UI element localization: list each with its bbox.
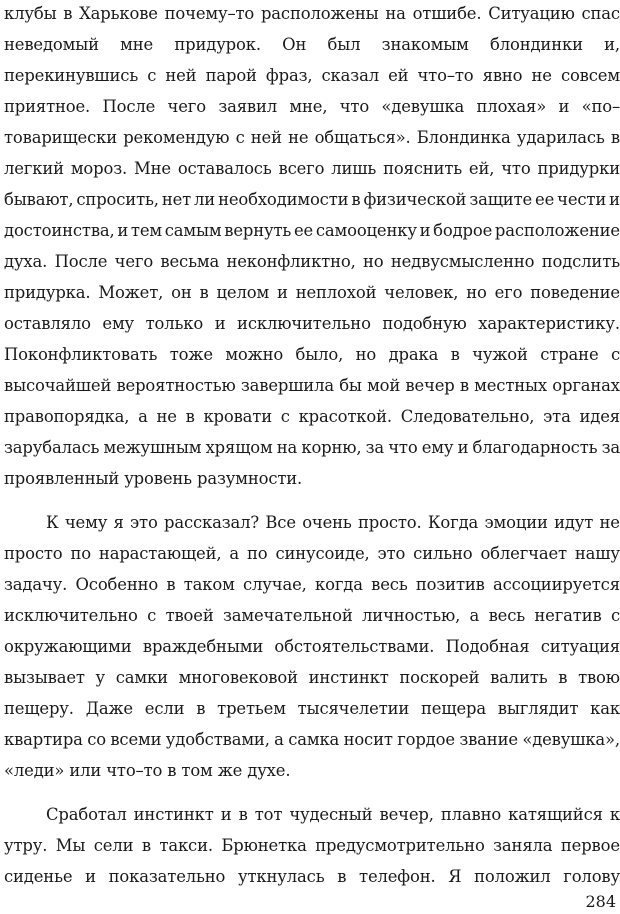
word: легкий <box>4 159 64 178</box>
text-line <box>4 407 620 427</box>
word: Все <box>265 513 296 532</box>
word: пещеру. <box>4 699 74 718</box>
word: я <box>113 513 124 532</box>
word: чего <box>114 252 154 271</box>
word: парой <box>205 66 257 85</box>
word: квартира <box>4 730 83 749</box>
word: нашу <box>574 544 620 563</box>
word: был <box>327 35 361 54</box>
word: положил <box>474 867 551 886</box>
word: если <box>144 699 185 718</box>
word: валить <box>490 668 548 687</box>
word: ей, <box>468 159 495 178</box>
word: фраз, <box>265 66 313 85</box>
word: удобствами, <box>165 730 270 749</box>
text-line <box>4 252 620 272</box>
word: расположение <box>494 221 620 240</box>
word: звание <box>459 730 518 749</box>
word: но <box>363 252 384 271</box>
word: чему <box>64 513 108 532</box>
word: знакомым <box>381 35 469 54</box>
word: весь <box>371 575 408 594</box>
word: исключительно <box>237 314 371 333</box>
word: корню, <box>301 438 362 457</box>
word: в <box>63 4 73 23</box>
word: Я <box>448 867 462 886</box>
word: в <box>238 805 248 824</box>
word: приятное. <box>4 97 91 116</box>
word: идея <box>579 407 620 426</box>
word: Мне <box>133 159 171 178</box>
word: К <box>46 513 59 532</box>
word: ней <box>250 128 282 147</box>
word: красоткой. <box>298 407 392 426</box>
word: органах <box>552 376 620 395</box>
word: защите <box>469 190 533 209</box>
word: окружающими <box>4 637 132 656</box>
word: с <box>610 345 620 364</box>
word: и <box>419 221 431 240</box>
word: носит <box>343 730 393 749</box>
word: в <box>450 345 460 364</box>
word: не <box>531 66 552 85</box>
word: вечер <box>405 376 455 395</box>
word: совсем <box>560 66 620 85</box>
word: Мы <box>55 836 86 855</box>
text-line <box>4 283 620 303</box>
word: в <box>141 836 151 855</box>
word: Ситуацию <box>488 4 575 23</box>
word: твою <box>578 668 620 687</box>
word: в <box>196 699 206 718</box>
word: в <box>166 575 176 594</box>
word: с <box>147 66 157 85</box>
word: показательно <box>108 867 226 886</box>
word: нарастающей, <box>98 544 222 563</box>
text-line <box>4 606 620 626</box>
word: лишь <box>331 159 377 178</box>
word: высочайшей <box>4 376 112 395</box>
word: телефон. <box>359 867 436 886</box>
word: ассоциируется <box>493 575 620 594</box>
word: уткнулась <box>238 867 325 886</box>
word: нет <box>161 190 192 209</box>
word: и <box>558 97 570 116</box>
word: не <box>156 407 177 426</box>
word: он <box>171 283 192 302</box>
word: плохая» <box>476 97 547 116</box>
text-line <box>4 836 620 856</box>
word: и <box>117 221 129 240</box>
word: характеристику. <box>478 314 620 333</box>
word: чести <box>557 190 607 209</box>
word: враждебными <box>142 637 264 656</box>
word: таком <box>183 575 235 594</box>
word: личностью, <box>362 606 461 625</box>
word: в <box>558 668 568 687</box>
word: по <box>70 544 91 563</box>
word: придурка. <box>4 283 91 302</box>
word: Харькове <box>79 4 158 23</box>
word: у <box>95 668 106 687</box>
text-line <box>4 730 620 750</box>
word: Может, <box>98 283 164 302</box>
text-line <box>4 345 620 365</box>
word: и <box>220 805 232 824</box>
word: благодарность <box>472 438 598 457</box>
word: рекомендую <box>123 128 230 147</box>
word: хрящом <box>205 438 273 457</box>
word: инстинкт <box>133 805 214 824</box>
word: неплохой <box>295 283 377 302</box>
text-line <box>46 805 620 825</box>
word: самки <box>115 668 168 687</box>
word: перекинувшись <box>4 66 139 85</box>
word: что <box>501 159 531 178</box>
word: что <box>339 97 370 116</box>
word: замечательной <box>223 606 353 625</box>
word: «по– <box>581 97 620 116</box>
word: а <box>274 730 284 749</box>
word: Блондинка <box>416 128 511 147</box>
word: его <box>494 283 523 302</box>
word: утру. <box>4 836 48 855</box>
word: голову <box>563 867 620 886</box>
word: правопорядка, <box>4 407 130 426</box>
word: но <box>355 345 377 364</box>
word: вечер, <box>379 805 434 824</box>
word: товарищески <box>4 128 117 147</box>
word: Он <box>282 35 307 54</box>
word: выглядит <box>497 699 579 718</box>
page-number: 284 <box>585 892 616 911</box>
word: сели <box>93 836 134 855</box>
word: ситуация <box>540 637 620 656</box>
word: мне <box>120 35 154 54</box>
word: самооценку <box>315 221 417 240</box>
word: почему–то <box>164 4 255 23</box>
word: и, <box>604 35 620 54</box>
word: чего <box>167 97 206 116</box>
word: мороз. <box>70 159 128 178</box>
word: на <box>385 4 406 23</box>
word: весьма <box>160 252 220 271</box>
word: самым <box>164 221 222 240</box>
word: Поконфликтовать <box>4 345 158 364</box>
word: но <box>466 283 487 302</box>
word: с <box>280 407 290 426</box>
word: духа. <box>4 252 48 271</box>
word: зарубалась <box>4 438 100 457</box>
word: идут <box>554 513 594 532</box>
word: катящийся <box>508 805 603 824</box>
text-line <box>4 544 620 564</box>
word: синусоиде, <box>275 544 370 563</box>
text-line <box>4 699 620 719</box>
word: мой <box>367 376 401 395</box>
word: в <box>459 376 469 395</box>
word: подобную <box>382 314 467 333</box>
word: явно <box>482 66 523 85</box>
word: оставляло <box>4 314 91 333</box>
word: спросить, <box>76 190 159 209</box>
word: сказал <box>321 66 379 85</box>
word: местных <box>474 376 548 395</box>
word: и <box>85 867 96 886</box>
word: неконфликтно, <box>226 252 356 271</box>
word: придурок. <box>174 35 261 54</box>
word: с <box>147 606 157 625</box>
word: всеми <box>110 730 162 749</box>
text-line <box>4 438 620 458</box>
text-line <box>4 668 620 688</box>
word: инстинкт <box>308 668 389 687</box>
word: ударилась <box>516 128 605 147</box>
word: спас <box>581 4 620 23</box>
text-line: проявленный уровень разумности. <box>4 469 303 488</box>
word: обстоятельствами. <box>274 637 435 656</box>
word: необходимости <box>218 190 349 209</box>
word: в <box>610 128 620 147</box>
word: и <box>214 314 226 333</box>
text-line <box>4 314 620 334</box>
word: пояснить <box>383 159 463 178</box>
word: плавно <box>440 805 502 824</box>
word: твоей <box>165 606 214 625</box>
word: Подобная <box>445 637 530 656</box>
word: в <box>351 190 361 209</box>
text-line <box>4 4 620 24</box>
word: тоже <box>169 345 213 364</box>
word: поведение <box>530 283 620 302</box>
word: а <box>138 407 148 426</box>
word: чужой <box>472 345 528 364</box>
word: сиденье <box>4 867 73 886</box>
word: физической <box>363 190 467 209</box>
word: было, <box>295 345 344 364</box>
word: Сработал <box>46 805 127 824</box>
word: не <box>288 128 309 147</box>
word: блондинки <box>490 35 583 54</box>
word: целом <box>216 283 270 302</box>
word: такси. <box>159 836 213 855</box>
text-line <box>4 35 620 55</box>
word: а <box>469 606 480 625</box>
word: придурки <box>537 159 620 178</box>
word: сильно <box>413 544 473 563</box>
word: по <box>246 544 268 563</box>
word: вероятностью <box>116 376 236 395</box>
word: оставалось <box>177 159 272 178</box>
word: третьем <box>217 699 286 718</box>
word: негатив <box>534 606 602 625</box>
word: неведомый <box>4 35 99 54</box>
word: тот <box>254 805 283 824</box>
word: эмоции <box>484 513 548 532</box>
word: клубы <box>4 4 57 23</box>
word: что <box>388 438 418 457</box>
word: в <box>337 867 347 886</box>
word: просто. <box>358 513 422 532</box>
word: ней <box>165 66 197 85</box>
word: гордое <box>397 730 455 749</box>
word: весь <box>488 606 525 625</box>
word: вызывает <box>4 668 85 687</box>
word: самка <box>288 730 340 749</box>
text-line <box>46 513 620 533</box>
word: бывают, <box>4 190 74 209</box>
word: межушным <box>103 438 202 457</box>
word: эта <box>543 407 571 426</box>
word: чудесный <box>289 805 373 824</box>
text-line <box>4 159 620 179</box>
word: кровати <box>203 407 272 426</box>
word: недвусмысленно <box>390 252 535 271</box>
word: и <box>457 438 469 457</box>
word: рассказал? <box>164 513 260 532</box>
word: расположены <box>260 4 379 23</box>
word: вернуть <box>224 221 292 240</box>
text-line <box>4 97 620 117</box>
text-line <box>4 190 620 210</box>
word: первое <box>560 836 620 855</box>
word: многовековой <box>178 668 298 687</box>
word: ей <box>388 66 409 85</box>
word: исключительно <box>4 606 138 625</box>
text-line <box>4 66 620 86</box>
word: когда <box>315 575 363 594</box>
word: случае, <box>243 575 307 594</box>
word: человек, <box>384 283 459 302</box>
word: ему <box>421 438 454 457</box>
word: завершила <box>240 376 334 395</box>
word: Брюнетка <box>221 836 307 855</box>
word: общаться». <box>314 128 411 147</box>
word: бодрое <box>433 221 493 240</box>
word: за <box>601 438 620 457</box>
word: в <box>199 283 209 302</box>
text-line <box>4 867 620 887</box>
text-line <box>4 128 620 148</box>
word: что–то <box>417 66 474 85</box>
word: на <box>276 438 298 457</box>
text-line <box>4 637 620 657</box>
word: предусмотрительно <box>315 836 485 855</box>
word: и <box>609 190 620 209</box>
text-line: «леди» или что–то в том же духе. <box>4 761 291 780</box>
word: со <box>87 730 106 749</box>
word: задачу. <box>4 575 68 594</box>
word: это <box>377 544 406 563</box>
word: После <box>102 97 156 116</box>
word: заявил <box>218 97 278 116</box>
word: просто <box>4 544 63 563</box>
word: к <box>609 805 620 824</box>
word: мне, <box>289 97 328 116</box>
word: Даже <box>85 699 133 718</box>
word: бы <box>339 376 362 395</box>
word: «девушка», <box>522 730 620 749</box>
word: можно <box>225 345 284 364</box>
word: тем <box>130 221 162 240</box>
word: и <box>276 283 288 302</box>
word: как <box>590 699 620 718</box>
word: ли <box>194 190 216 209</box>
word: достоинства, <box>4 221 115 240</box>
text-line <box>4 376 620 396</box>
word: не <box>599 513 620 532</box>
word: После <box>54 252 108 271</box>
word: это <box>130 513 158 532</box>
word: облегчает <box>480 544 567 563</box>
word: ее <box>293 221 314 240</box>
word: стране <box>540 345 599 364</box>
word: пещера <box>421 699 486 718</box>
word: ему <box>102 314 135 333</box>
word: в <box>185 407 195 426</box>
word: драка <box>388 345 439 364</box>
word: Следовательно, <box>400 407 535 426</box>
word: а <box>229 544 240 563</box>
word: поскорей <box>399 668 480 687</box>
text-line <box>4 221 620 241</box>
word: с <box>610 606 620 625</box>
word: ее <box>535 190 555 209</box>
word: заняла <box>493 836 553 855</box>
word: подслить <box>541 252 620 271</box>
word: только <box>145 314 204 333</box>
word: очень <box>302 513 352 532</box>
word: за <box>365 438 385 457</box>
word: тысячелетии <box>297 699 410 718</box>
word: с <box>235 128 245 147</box>
word: отшибе. <box>412 4 482 23</box>
word: позитив <box>415 575 485 594</box>
word: всего <box>278 159 325 178</box>
word: Когда <box>427 513 479 532</box>
text-line <box>4 575 620 595</box>
word: Особенно <box>75 575 159 594</box>
word: «девушка <box>381 97 465 116</box>
